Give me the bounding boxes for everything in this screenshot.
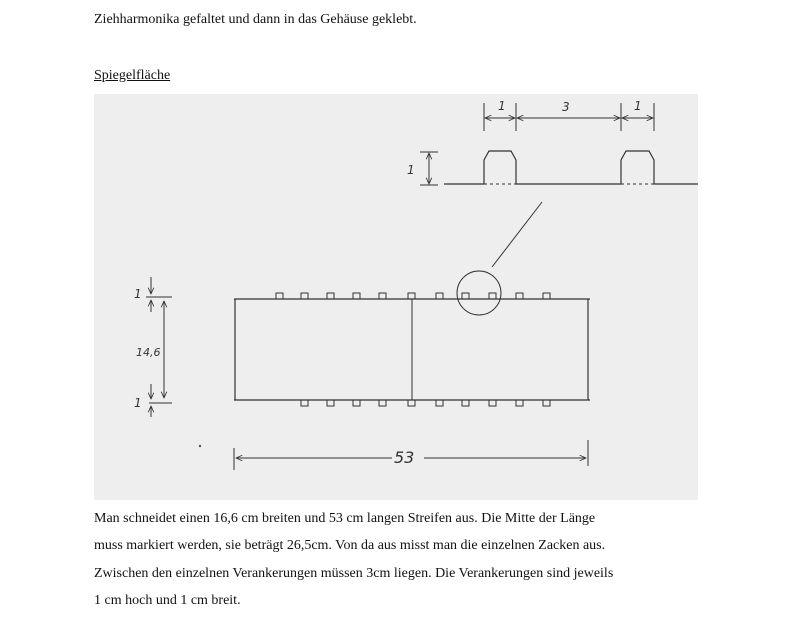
bottom-tabs [301,400,550,406]
technical-drawing [94,94,698,500]
anchor-tab [462,293,469,299]
anchor-tab [516,293,523,299]
anchor-tab [353,293,360,299]
bottom-height-label: 1 [134,396,142,410]
anchor-tab [301,400,308,406]
length-label: 53 [394,448,415,467]
top-height-label: 1 [134,287,142,301]
anchor-tab [489,400,496,406]
anchor-tab [516,400,523,406]
anchor-tab [408,400,415,406]
anchor-tab [276,293,283,299]
body-line-4: 1 cm hoch und 1 cm breit. [94,593,241,608]
detail-dim-left-label: 1 [498,99,506,113]
detail-dim-middle-label: 3 [562,100,570,114]
anchor-tab [436,293,443,299]
anchor-tab [543,293,550,299]
body-line-3: Zwischen den einzelnen Verankerungen müssen 3cm liegen. Die Verankerungen sind jeweils [94,566,614,581]
anchor-tab [436,400,443,406]
body-line-2: muss markiert werden, sie beträgt 26,5cm. Von da aus misst man die einzelnen Zacken aus. [94,538,606,553]
body-line-1: Man schneidet einen 16,6 cm breiten und 53 cm langen Streifen aus. Die Mitte der Länge [94,511,596,526]
anchor-tab [301,293,308,299]
strip-height-label: 14,6 [136,346,161,359]
detail-view [407,99,698,267]
anchor-tab [489,293,496,299]
anchor-tab [327,293,334,299]
anchor-tab [353,400,360,406]
anchor-tab [543,400,550,406]
detail-profile [444,151,698,184]
anchor-tab [379,293,386,299]
technical-drawing-svg [94,94,698,500]
detail-dim-right-label: 1 [634,99,642,113]
anchor-tab [462,400,469,406]
anchor-tab [379,400,386,406]
leader-line [492,202,542,267]
paper-speck [199,445,201,447]
detail-height-label: 1 [407,163,415,177]
section-heading: Spiegelfläche [94,68,171,83]
main-strip [134,277,590,470]
anchor-tab [408,293,415,299]
top-tabs [276,293,550,299]
intro-line: Ziehharmonika gefaltet und dann in das Gehäuse geklebt. [94,12,417,27]
anchor-tab [327,400,334,406]
